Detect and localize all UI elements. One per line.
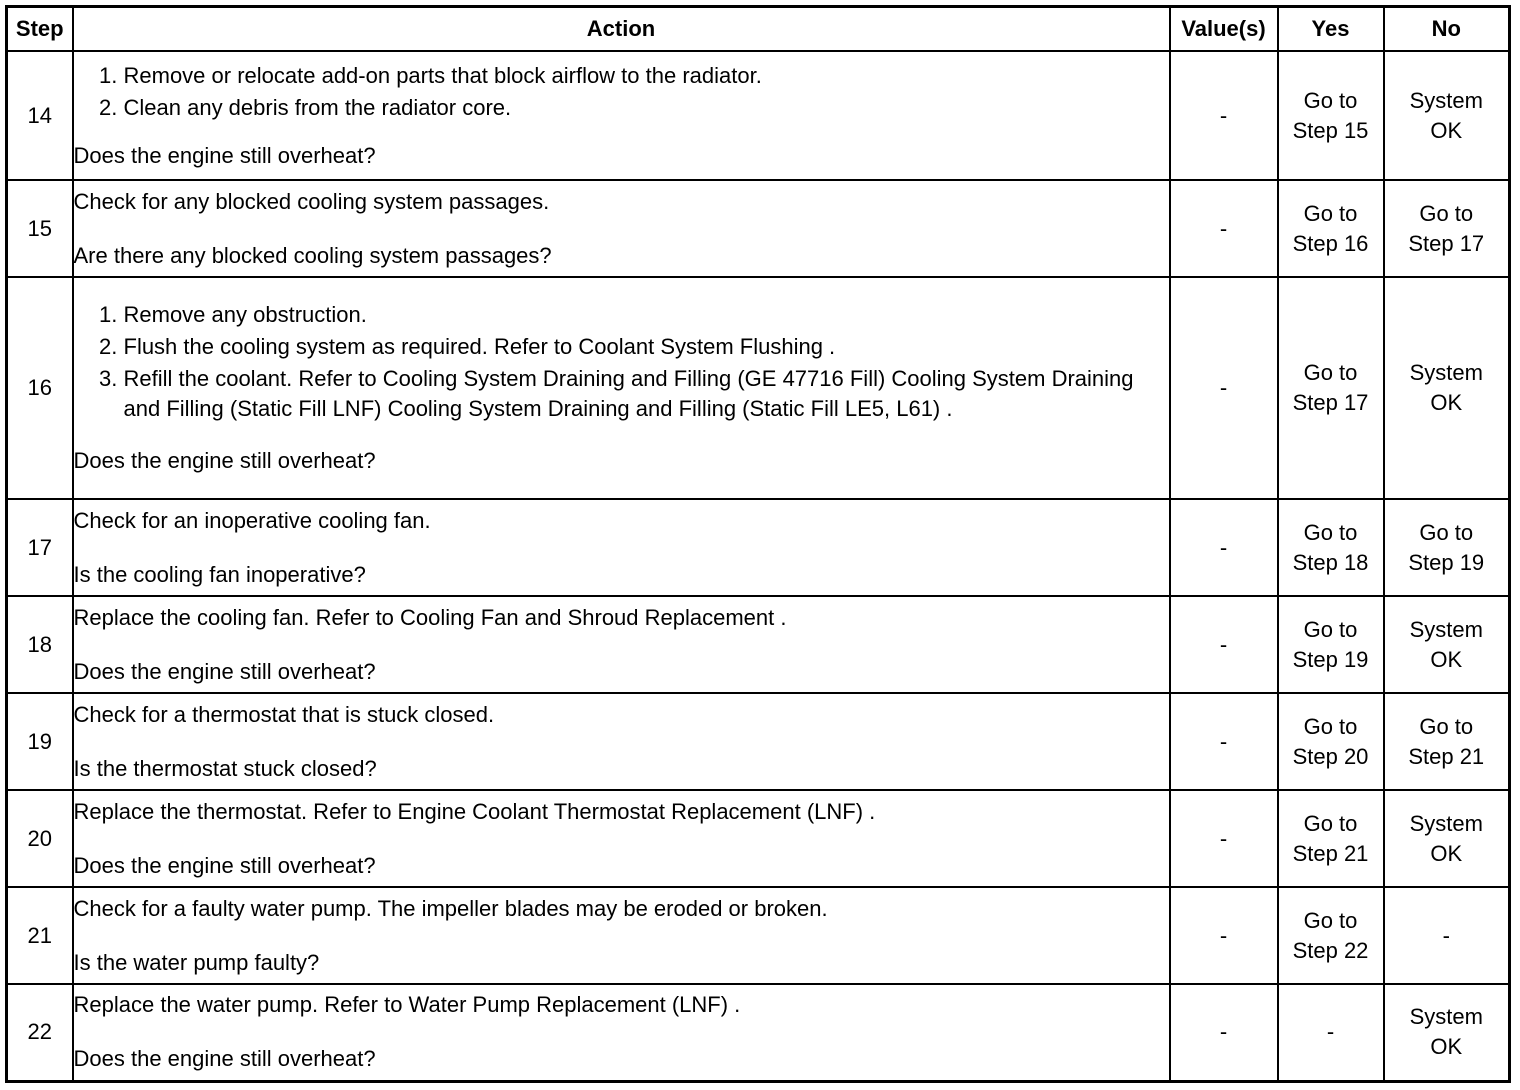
yes-cell: - <box>1278 984 1384 1081</box>
value-cell: - <box>1170 180 1278 277</box>
table-row <box>7 984 1510 1081</box>
action-steps <box>74 61 1169 123</box>
action-question: Is the cooling fan inoperative? <box>73 561 366 587</box>
step-number: 22 <box>7 984 73 1081</box>
no-cell: System OK <box>1384 596 1510 693</box>
action-step-item: 2. Flush the cooling system as required. Refer to Coolant System Flushing . <box>124 332 1169 362</box>
action-question: Is the thermostat stuck closed? <box>73 755 377 781</box>
action-cell <box>73 596 1170 693</box>
header-action: Action <box>73 7 1170 52</box>
step-number: 20 <box>7 790 73 887</box>
action-cell <box>73 887 1170 984</box>
value-cell: - <box>1170 51 1278 180</box>
value-cell: - <box>1170 596 1278 693</box>
no-cell: - <box>1384 887 1510 984</box>
value-cell: - <box>1170 887 1278 984</box>
action-question: Does the engine still overheat? <box>73 658 376 684</box>
step-number: 21 <box>7 887 73 984</box>
action-step-item: 3. Refill the coolant. Refer to Cooling System Draining and Filling (GE 47716 Fill) Cooling System Draining and Filling (Static Fill LNF) Cooling System Draining and Filling (Static Fill LE5, L61) . <box>124 364 1169 424</box>
action-question: Are there any blocked cooling system passages? <box>73 242 552 268</box>
header-yes: Yes <box>1278 7 1384 52</box>
action-text: Check for a faulty water pump. The impeller blades may be eroded or broken. <box>73 895 828 921</box>
yes-cell: Go to Step 15 <box>1278 51 1384 180</box>
action-cell <box>73 499 1170 596</box>
action-text: Replace the cooling fan. Refer to Cooling Fan and Shroud Replacement . <box>73 604 787 630</box>
yes-cell: Go to Step 19 <box>1278 596 1384 693</box>
no-cell: System OK <box>1384 984 1510 1081</box>
step-number: 17 <box>7 499 73 596</box>
table-row <box>7 596 1510 693</box>
value-cell: - <box>1170 790 1278 887</box>
table-row <box>7 277 1510 499</box>
no-cell: Go to Step 21 <box>1384 693 1510 790</box>
action-text: Check for an inoperative cooling fan. <box>73 507 431 533</box>
yes-cell: Go to Step 20 <box>1278 693 1384 790</box>
table-row <box>7 180 1510 277</box>
value-cell: - <box>1170 277 1278 499</box>
no-cell: Go to Step 19 <box>1384 499 1510 596</box>
no-cell: System OK <box>1384 51 1510 180</box>
table-row <box>7 790 1510 887</box>
table-row <box>7 499 1510 596</box>
action-question: Does the engine still overheat? <box>73 142 376 168</box>
step-number: 18 <box>7 596 73 693</box>
action-text: Replace the water pump. Refer to Water Pump Replacement (LNF) . <box>73 992 741 1018</box>
step-number: 16 <box>7 277 73 499</box>
yes-cell: Go to Step 17 <box>1278 277 1384 499</box>
value-cell: - <box>1170 984 1278 1081</box>
action-question: Does the engine still overheat? <box>73 852 376 878</box>
step-number: 15 <box>7 180 73 277</box>
action-question: Does the engine still overheat? <box>73 448 376 473</box>
header-values: Value(s) <box>1170 7 1278 52</box>
action-step-item: 1. Remove any obstruction. <box>124 300 1169 330</box>
action-question: Is the water pump faulty? <box>73 949 320 975</box>
yes-cell: Go to Step 16 <box>1278 180 1384 277</box>
action-cell <box>73 984 1170 1081</box>
action-cell <box>73 790 1170 887</box>
no-cell: Go to Step 17 <box>1384 180 1510 277</box>
action-cell <box>73 693 1170 790</box>
yes-cell: Go to Step 22 <box>1278 887 1384 984</box>
table-row <box>7 51 1510 180</box>
action-cell <box>73 180 1170 277</box>
no-cell: System OK <box>1384 790 1510 887</box>
action-step-item: 1. Remove or relocate add-on parts that block airflow to the radiator. <box>124 61 1169 91</box>
action-cell <box>73 277 1170 499</box>
yes-cell: Go to Step 18 <box>1278 499 1384 596</box>
step-number: 14 <box>7 51 73 180</box>
value-cell: - <box>1170 693 1278 790</box>
value-cell: - <box>1170 499 1278 596</box>
diagnostic-table <box>5 5 1511 1083</box>
table-row <box>7 693 1510 790</box>
action-steps <box>74 300 1169 424</box>
action-question: Does the engine still overheat? <box>73 1046 376 1072</box>
action-cell <box>73 51 1170 180</box>
table-row <box>7 887 1510 984</box>
action-text: Check for a thermostat that is stuck closed. <box>73 701 495 727</box>
header-step: Step <box>7 7 73 52</box>
header-no: No <box>1384 7 1510 52</box>
step-number: 19 <box>7 693 73 790</box>
action-step-item: 2. Clean any debris from the radiator core. <box>124 93 1169 123</box>
header-row <box>7 7 1510 52</box>
yes-cell: Go to Step 21 <box>1278 790 1384 887</box>
action-text: Check for any blocked cooling system passages. <box>73 188 550 214</box>
no-cell: System OK <box>1384 277 1510 499</box>
action-text: Replace the thermostat. Refer to Engine Coolant Thermostat Replacement (LNF) . <box>73 798 876 824</box>
